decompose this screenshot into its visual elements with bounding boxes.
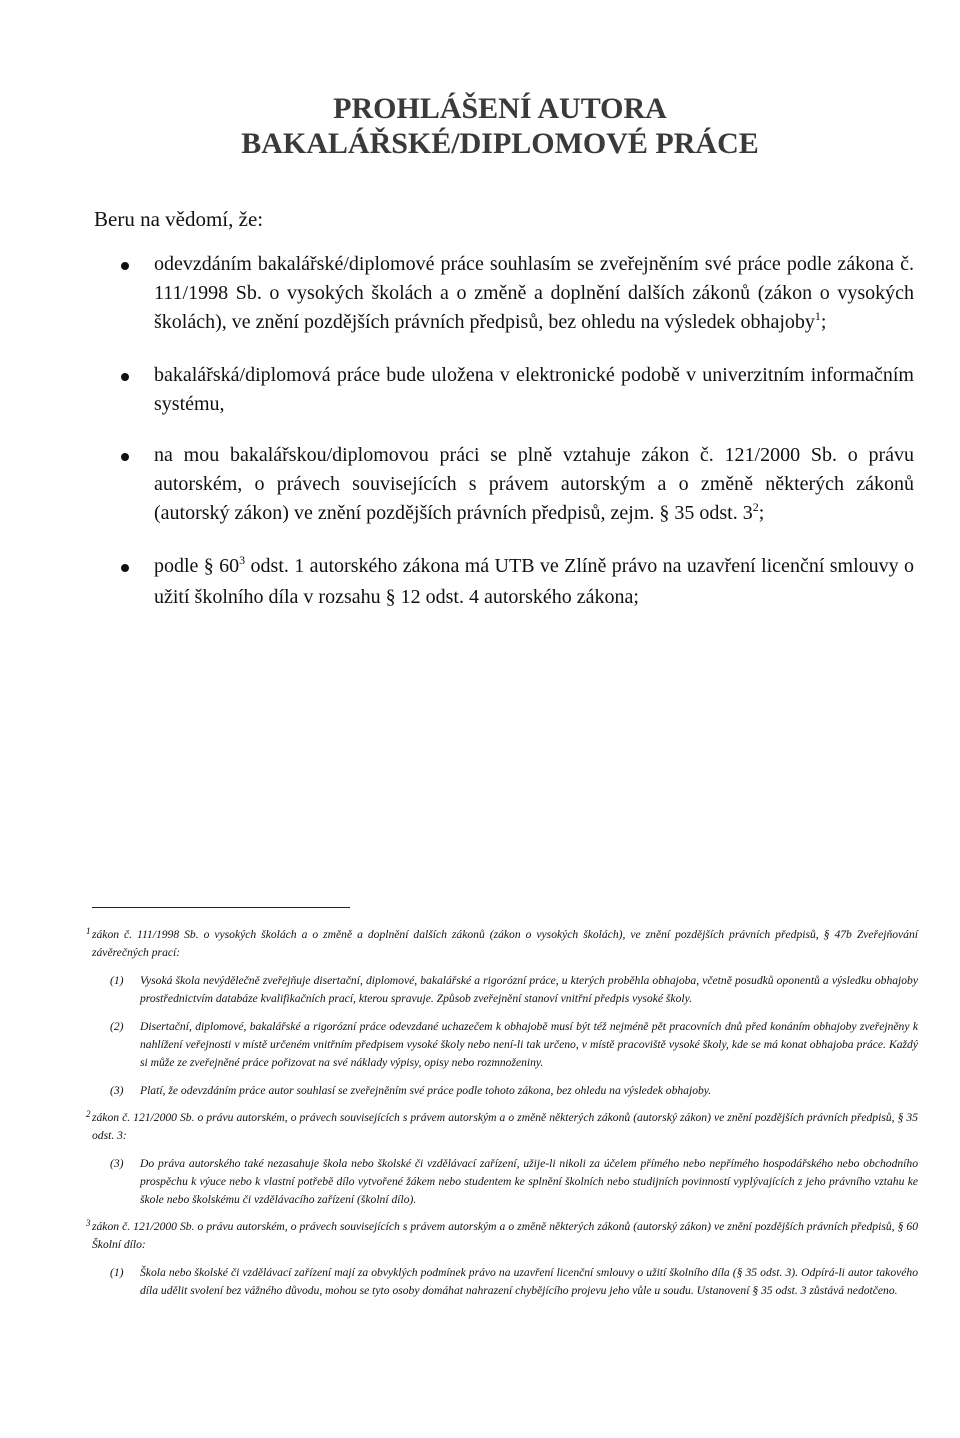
paragraph-text: Vysoká škola nevýdělečně zveřejňuje disertační, diplomové, bakalářské a rigorózní práce, u kterých proběhla obhajoba, včetně posudků oponentů a výsledku obhajoby prostřednictvím databáze kvalifikačních prací, kterou spravuje. Způsob zveřejnění stanoví vnitřní předpis vysoké školy. [140, 974, 918, 1005]
footnote-mark: 1 [86, 926, 91, 936]
footnote-paragraph [110, 1018, 918, 1072]
declaration-list [0, 250, 960, 612]
footnote-mark: 2 [86, 1109, 91, 1119]
declaration-text: na mou bakalářskou/diplomovou práci se plně vztahuje zákon č. 121/2000 Sb. o právu autorském, o právech souvisejících s právem autorským a o změně některých zákonů (autorský zákon) ve znění pozdějších právních předpisů, zejm. § 35 odst. 3 [154, 444, 914, 524]
paragraph-text: Škola nebo školské či vzdělávací zařízení mají za obvyklých podmínek právo na uzavření licenční smlouvy o užití školního díla (§ 35 odst. 3). Odpírá-li autor takového díla udělit svolení bez vážného důvodu, mohou se tyto osoby domáhat nahrazení chybějícího projevu jeho vůle u soudu. Ustanovení § 35 odst. 3 zůstává nedotčeno. [140, 1266, 918, 1297]
declaration-text: bakalářská/diplomová práce bude uložena v elektronické podobě v univerzitním informačním systému, [154, 364, 914, 415]
footnote-paragraph [110, 1155, 918, 1209]
bullet-icon [121, 262, 129, 270]
intro-text: Beru na vědomí, že: [94, 207, 264, 231]
declaration-item [0, 361, 960, 419]
paragraph-number: (1) [110, 974, 124, 987]
paragraph-text: Disertační, diplomové, bakalářské a rigorózní práce odevzdané uchazečem k obhajobě musí být též nejméně pět pracovních dnů před konáním obhajoby zveřejněny k nahlížení veřejnosti v místě určeném vnitřním předpisem vysoké školy nebo není-li tak určeno, v místě pracoviště vysoké školy, kde se má konat obhajoba práce. Každý si může ze zveřejněné práce pořizovat na své náklady výpisy, opisy nebo rozmnoženiny. [140, 1020, 918, 1069]
footnote-mark: 3 [86, 1218, 91, 1228]
paragraph-text: Do práva autorského také nezasahuje škola nebo školské či vzdělávací zařízení, užije-li nikoli za účelem přímého nebo nepřímého hospodářského nebo obchodního prospěchu k výuce nebo k vlastní potřebě dílo vytvořené žákem nebo studentem ke splnění školních nebo studijních povinností vyplývajících z jeho právního vztahu ke škole nebo školskému či vzdělávacího zařízení (školní dílo). [140, 1157, 918, 1206]
paragraph-number: (1) [110, 1266, 124, 1279]
declaration-text: odevzdáním bakalářské/diplomové práce souhlasím se zveřejněním své práce podle zákona č. 111/1998 Sb. o vysokých školách a o změně a doplnění dalších zákonů (zákon o vysokých školách), ve znění pozdějších právních předpisů, bez ohledu na výsledek obhajoby [154, 253, 914, 333]
footnote-heading: zákon č. 111/1998 Sb. o vysokých školách a o změně a doplnění dalších zákonů (zákon o vysokých školách), ve znění pozdějších právních předpisů, § 47b Zveřejňování závěrečných prací: [92, 928, 918, 959]
declaration-text: podle § 60 [154, 555, 240, 577]
footnote [86, 1218, 918, 1300]
paragraph-number: (3) [110, 1084, 124, 1097]
footnote-paragraph [110, 972, 918, 1008]
bullet-icon [121, 373, 129, 381]
footnote-ref: 2 [752, 500, 759, 514]
declaration-item [0, 250, 960, 339]
paragraph-number: (3) [110, 1157, 124, 1170]
footnote-paragraph [110, 1264, 918, 1300]
declaration-text-end: ; [758, 502, 765, 524]
bullet-icon [121, 453, 129, 461]
footnotes [0, 926, 960, 1309]
footnote-paragraph [110, 1082, 918, 1100]
footnote [86, 926, 918, 1100]
declaration-item [0, 441, 960, 530]
footnote-ref: 3 [239, 553, 246, 567]
declaration-text-end: odst. 1 autorského zákona má UTB ve Zlíně právo na uzavření licenční smlouvy o užití školního díla v rozsahu § 12 odst. 4 autorského zákona; [154, 555, 914, 608]
footnote-ref: 1 [814, 309, 821, 323]
document-title-line1: PROHLÁŠENÍ AUTORA [333, 92, 667, 125]
footnote-heading: zákon č. 121/2000 Sb. o právu autorském, o právech souvisejících s právem autorským a o změně některých zákonů (autorský zákon) ve znění pozdějších právních předpisů, § 35 odst. 3: [92, 1111, 918, 1142]
document-title-line2: BAKALÁŘSKÉ/DIPLOMOVÉ PRÁCE [241, 127, 759, 160]
paragraph-number: (2) [110, 1020, 124, 1033]
footnote-heading: zákon č. 121/2000 Sb. o právu autorském, o právech souvisejících s právem autorským a o změně některých zákonů (autorský zákon) ve znění pozdějších právních předpisů, § 60 Školní dílo: [92, 1220, 918, 1251]
footnote-separator [92, 907, 350, 908]
bullet-icon [121, 564, 129, 572]
declaration-item [0, 552, 960, 612]
footnote [86, 1109, 918, 1209]
declaration-text-end: ; [820, 311, 827, 333]
paragraph-text: Platí, že odevzdáním práce autor souhlasí se zveřejněním své práce podle tohoto zákona, bez ohledu na výsledek obhajoby. [140, 1084, 712, 1097]
